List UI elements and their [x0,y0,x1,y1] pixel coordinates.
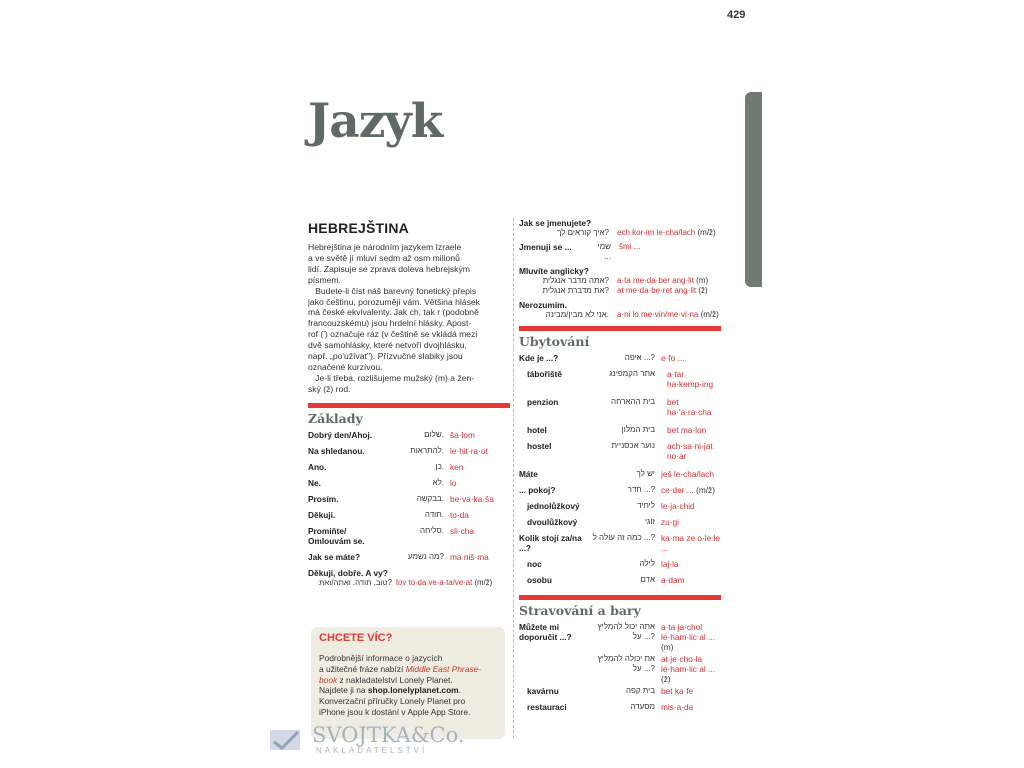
transcription: ma niš·ma [450,551,489,562]
transcription: le·hit·ra·ot [450,445,488,456]
language-heading: HEBREJŠTINA [308,220,409,236]
transcription: be·va·ka·ša [450,493,494,504]
intro-line: jako češtinu, porozumějí vám. Většina hlásek [308,296,480,307]
page-number: 429 [727,9,746,21]
transcription-text: a·ta me·da·ber ang·lit [617,276,694,285]
czech-text: Ne. [308,477,321,488]
box-line: iPhone jsou k dostání v Apple App Store. [319,706,471,717]
transcription: zu·gi [661,517,679,527]
czech-text: Na shledanou. [308,445,365,456]
intro-line: označené kurzívou. [308,361,383,372]
hebrew-text: בית המלון [621,425,655,434]
box-text-part: . [458,685,461,696]
hebrew-text: יש לך [636,469,655,478]
czech-text: kavárnu [527,686,559,696]
box-title: CHCETE VÍC? [319,632,393,644]
czech-text: Kolik stojí za/na ...? [519,533,582,553]
box-line [319,685,501,696]
gender-mark: (ž) [661,674,671,684]
transcription [617,310,721,320]
publisher-subtitle: NAKLADATELSTVÍ [316,746,428,755]
phrase-row [519,242,721,262]
transcription-text: ce·der ... [661,485,694,495]
czech-text: Děkuji. [308,509,336,520]
intro-line: např. „po'užívat"). Přízvučné slabiky jsou [308,351,463,362]
box-text-part: Najdete ji na [319,685,368,696]
hebrew-text: מסעדה [630,702,655,711]
transcription: to·da [450,509,469,520]
gender-mark: (m) [696,276,709,285]
ubytovani-list [519,353,721,589]
transcription [661,485,721,495]
column-divider [513,218,514,738]
transcription: le·ja·chid [661,501,695,511]
book-logo-icon [268,724,308,754]
transcription-text: at me·da·be·ret ang·lit [617,286,697,295]
transcription [661,622,721,652]
page-title: Jazyk [308,94,443,149]
stravovani-list [519,622,721,716]
phrase-answer-row [519,286,721,296]
phrase-row [308,552,510,566]
czech-text: Můžete mi doporučit ...? [519,622,572,642]
hebrew-text: תודה. [424,509,444,519]
transcription [617,286,721,296]
phrase-row [519,501,721,515]
hebrew-text: זוגי [644,517,655,526]
transcription: bet ma·lon [667,425,707,435]
czech-text: Ano. [308,461,327,472]
transcription-text: at je·cho·la le·ham·lic al ... [661,654,715,674]
czech-text: penzion [527,397,559,407]
intro-line: písmem. [308,274,341,285]
hebrew-text: בית ההארחה [611,397,655,406]
intro-line: má české ekvivalenty. Jak ch, tak r (podobně [308,307,479,318]
phrase-answer-row [519,310,721,320]
transcription [617,276,721,286]
hebrew-text: ליחיד [637,501,655,510]
chapter-thumb-tab [745,92,762,287]
hebrew-text: שלום. [424,429,444,439]
transcription: bet ha·'a·ra·cha [667,397,712,417]
phrase-answer-row [519,276,721,286]
phrase-row [308,494,510,508]
gender-mark: (m/ž) [700,310,719,319]
phrase-row [519,622,721,652]
gender-mark: (m/ž) [696,485,715,495]
hebrew-text: איפה ...? [624,353,655,362]
right-column [519,218,721,718]
czech-text: tábořiště [527,369,563,379]
transcription: ješ le·cha/lach [661,469,715,479]
phrase-row [519,533,721,557]
phrase-row [308,510,510,524]
intro-line: dvě samohlásky, které netvoří dvojhlásku, [308,340,467,351]
czech-text: Prosím. [308,493,339,504]
transcription: šmi ... [619,242,641,251]
czech-question: Jmenuji se ... [519,242,572,252]
gender-mark: (m) [661,642,674,652]
czech-text: hostel [527,441,552,451]
intro-line: lidí. Zapisuje se zprava doleva hebrejským [308,263,470,274]
transcription [617,228,721,238]
phrase-row [519,654,721,684]
phrase-row [519,485,721,499]
hebrew-text: אתה מדבר אנגלית? [542,276,609,285]
intro-line: a ve světě jí mluví sedm až osm milionů [308,252,460,263]
hebrew-text: אני לא מבין/מבינה. [545,310,609,319]
hebrew-text: חדר ...? [627,485,655,494]
hebrew-text: לא. [432,477,444,487]
transcription: bet ka·fe [661,686,694,696]
intro-line: Budete-li číst náš barevný fonetický přepis [308,285,477,296]
hebrew-text: נוער אכסניית [611,441,655,450]
transcription: sli·cha [450,525,474,536]
hebrew-text: איך קוראים לך? [557,228,609,237]
hebrew-text: אדם [640,575,655,584]
czech-text: dvoulůžkový [527,517,578,527]
czech-question: Nerozumím. [519,300,567,310]
intro-line: ský (ž) rod. [308,383,351,394]
phrase-group [519,218,721,320]
transcription-text: ech kor·im le·cha/lach [617,228,696,237]
czech-question: Děkuji, dobře. A vy? [308,567,388,578]
phrase-row [308,478,510,492]
hebrew-text: לילה [639,559,655,568]
transcription: a·dam [661,575,685,585]
transcription: ach·sa·ni·jat no·ar [667,441,713,461]
czech-text: Jak se máte? [308,551,361,562]
czech-text: Promiňte/ Omlouvám se. [308,525,365,546]
phrase-row [308,446,510,460]
phrase-row [308,430,510,444]
phrase-row [519,517,721,531]
box-text-part: a užitečné fráze nabízí [319,663,406,674]
transcription-text: a·ni lo me·vin/me·vi·na [617,310,699,319]
czech-text: Kde je ...? [519,353,559,363]
transcription: e·fo ... [661,353,685,363]
intro-line: rof (') označuje ráz (v češtině se vkládá mezi [308,329,478,340]
box-text [319,653,501,718]
section-bar [519,595,721,600]
hebrew-text: סליחה. [420,525,444,535]
hebrew-text: את מדברת אנגלית? [542,286,609,295]
transcription [661,654,721,684]
phrase-row [519,369,721,395]
phrase-row [519,702,721,716]
phrase-row [308,526,510,550]
section-bar [308,403,510,408]
box-line: Konverzační příručky Lonely Planet pro [319,696,466,707]
transcription-text: tov to·da ve·a·ta/ve·at [396,577,473,587]
shop-link[interactable]: shop.lonelyplanet.com [367,685,459,696]
left-column [308,218,510,590]
phrase-row [519,575,721,589]
phrasebook-title: Middle East Phrase- [405,663,482,674]
intro-line: francouzskému) jsou hrdelní hlásky. Apost- [308,318,472,329]
section-bar [519,326,721,331]
phrase-row [519,397,721,423]
hebrew-text: מה נשמע? [407,551,444,561]
section-title-ubytovani: Ubytování [519,334,590,349]
czech-text: Dobrý den/Ahoj. [308,429,373,440]
box-line [319,664,501,675]
transcription: ken [450,461,464,472]
box-line: Podrobnější informace o jazycích [319,653,443,663]
czech-text: jednolůžkový [527,501,580,511]
phrase-row [519,559,721,573]
hebrew-text: כן. [435,461,444,471]
transcription [396,578,510,588]
hebrew-text: כמה זה עולה ל ...? [592,533,655,542]
czech-text: ... pokoj? [519,485,556,495]
transcription: ka·ma ze o·le le ... [661,533,721,553]
czech-question: Jak se jmenujete? [519,218,592,228]
hebrew-text: בית קפה [625,686,655,695]
phrasebook-title: book [319,674,338,685]
intro-line: Hebrejština je národním jazykem Izraele [308,242,462,252]
hebrew-text: בבקשה. [416,493,444,503]
czech-text: noc [527,559,542,569]
transcription-text: a·ta ja·chol le·ham·lic al ... [661,622,715,642]
czech-text: osobu [527,575,552,585]
phrase-answer-row [308,578,510,588]
box-line [319,675,501,686]
hebrew-text: אתה יכול להמליץ על ...? [597,622,655,641]
box-text-part: z nakladatelství Lonely Planet. [337,674,453,685]
transcription: ša·lom [450,429,475,440]
hebrew-text: אתר הקמפינג [609,369,655,378]
phrase-row [308,462,510,476]
hebrew-text: טוב, תודה. ואתה/ואת? [319,577,392,587]
phrase-row [519,469,721,483]
gender-mark: (m/ž) [697,228,716,237]
publisher-watermark [268,724,465,755]
intro-paragraph [308,242,510,395]
section-title-zaklady: Základy [308,410,363,426]
section-title-stravovani: Stravování a bary [519,603,641,618]
transcription: laj·la [661,559,679,569]
czech-text: restauraci [527,702,567,712]
czech-question: Mluvíte anglicky? [519,266,589,276]
phrase-row [519,686,721,700]
hebrew-text: את יכולה להמליץ על ...? [597,654,655,673]
phrase-row [519,353,721,367]
gender-mark: (m/ž) [474,577,493,587]
czech-text: Máte [519,469,538,479]
transcription: lo [450,477,457,488]
intro-line: Je-li třeba, rozlišujeme mužský (m) a žen- [308,372,475,383]
gender-mark: (ž) [698,286,708,295]
publisher-name: SVOJTKA&Co. [312,723,465,747]
czech-text: hotel [527,425,547,435]
phrase-answer-row [519,228,721,238]
transcription: mis·a·da [661,702,694,712]
zaklady-list [308,430,510,588]
hebrew-text: להתראות. [410,445,444,455]
hebrew-text: שמי ... [597,242,611,261]
phrase-row [519,425,721,439]
phrase-row [519,441,721,467]
transcription: a·tar ha·kemp·ing [667,369,714,389]
